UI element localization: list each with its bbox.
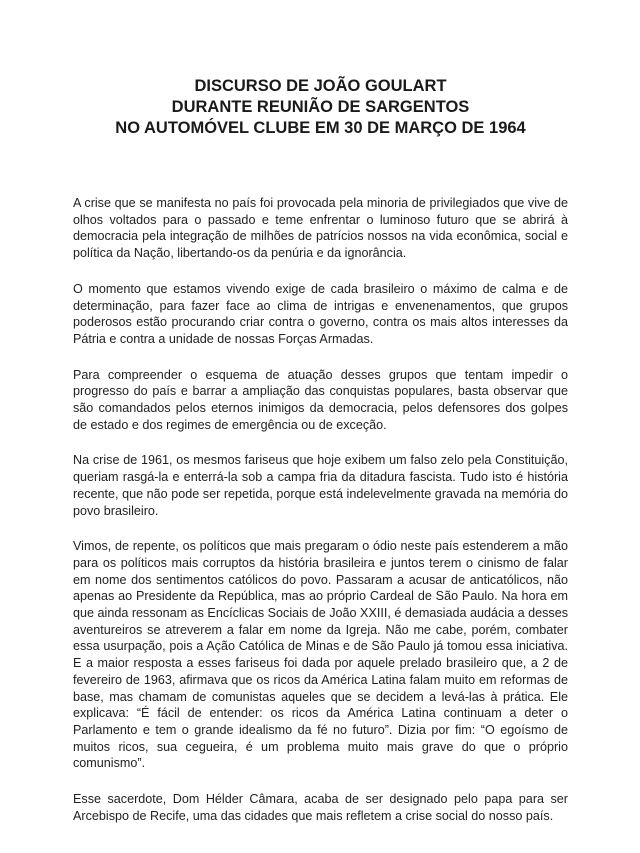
paragraph-2: O momento que estamos vivendo exige de cada brasileiro o máximo de calma e de determinação, para fazer face ao clima de intrigas e envenenamentos, que grupos poderosos estão procurando criar contra o governo, contra os mais altos interesses da Pátria e contra a unidade de nossas Forças Armadas. — [73, 281, 568, 346]
paragraph-5: Vimos, de repente, os políticos que mais pregaram o ódio neste país estenderem a mão para os políticos mais corruptos da história brasileira e juntos terem o cinismo de falar em nome dos sentimentos católicos do povo. Passaram a acusar de anticatólicos, não apenas ao Presidente da República, mas ao próprio Cardeal de São Paulo. Na hora em que ainda ressonam as Encíclicas Sociais de João XXIII, é demasiada audácia a desses aventureiros se atreverem a falar em nome da Igreja. Não me cabe, porém, combater essa usurpação, pois a Ação Católica de Minas e de São Paulo já tomou essa iniciativa. E a maior resposta a esses fariseus foi dada por aquele prelado brasileiro que, a 2 de fevereiro de 1963, afirmava que os ricos da América Latina falam muito em reformas de base, mas chamam de comunistas aqueles que se decidem a levá-las à prática. Ele explicava: “É fácil de entender: os ricos da América Latina continuam a deter o Parlamento e tem o grande idealismo da fé no futuro”. Dizia por fim: “O egoísmo de muitos ricos, sua cegueira, é um problema muito mais grave do que o próprio comunismo”. — [73, 539, 568, 771]
document-body — [73, 195, 568, 844]
paragraph-6: Esse sacerdote, Dom Hélder Câmara, acaba de ser designado pelo papa para ser Arcebispo de Recife, uma das cidades que mais refletem a crise social do nosso país. — [73, 792, 568, 823]
paragraph-4: Na crise de 1961, os mesmos fariseus que hoje exibem um falso zelo pela Constituição, queriam rasgá-la e enterrá-la sob a campa fria da ditadura fascista. Tudo isto é história recente, que não pode ser repetida, porque está indelevelmente gravada na memória do povo brasileiro. — [73, 453, 568, 518]
document-title — [73, 76, 568, 139]
title-line-3: NO AUTOMÓVEL CLUBE EM 30 DE MARÇO DE 1964 — [115, 119, 526, 137]
paragraph-1: A crise que se manifesta no país foi provocada pela minoria de privilegiados que vive de olhos voltados para o passado e teme enfrentar o luminoso futuro que se abrirá à democracia pela integração de milhões de patrícios nossos na vida econômica, social e política da Nação, libertando-os da penúria e da ignorância. — [73, 196, 568, 261]
title-line-2: DURANTE REUNIÃO DE SARGENTOS — [171, 98, 470, 116]
title-line-1: DISCURSO DE JOÃO GOULART — [194, 77, 447, 95]
document-page — [73, 0, 568, 853]
paragraph-3: Para compreender o esquema de atuação desses grupos que tentam impedir o progresso do país e barrar a ampliação das conquistas populares, basta observar que são comandados pelos eternos inimigos da democracia, pelos defensores dos golpes de estado e dos regimes de emergência ou de exceção. — [73, 367, 568, 432]
